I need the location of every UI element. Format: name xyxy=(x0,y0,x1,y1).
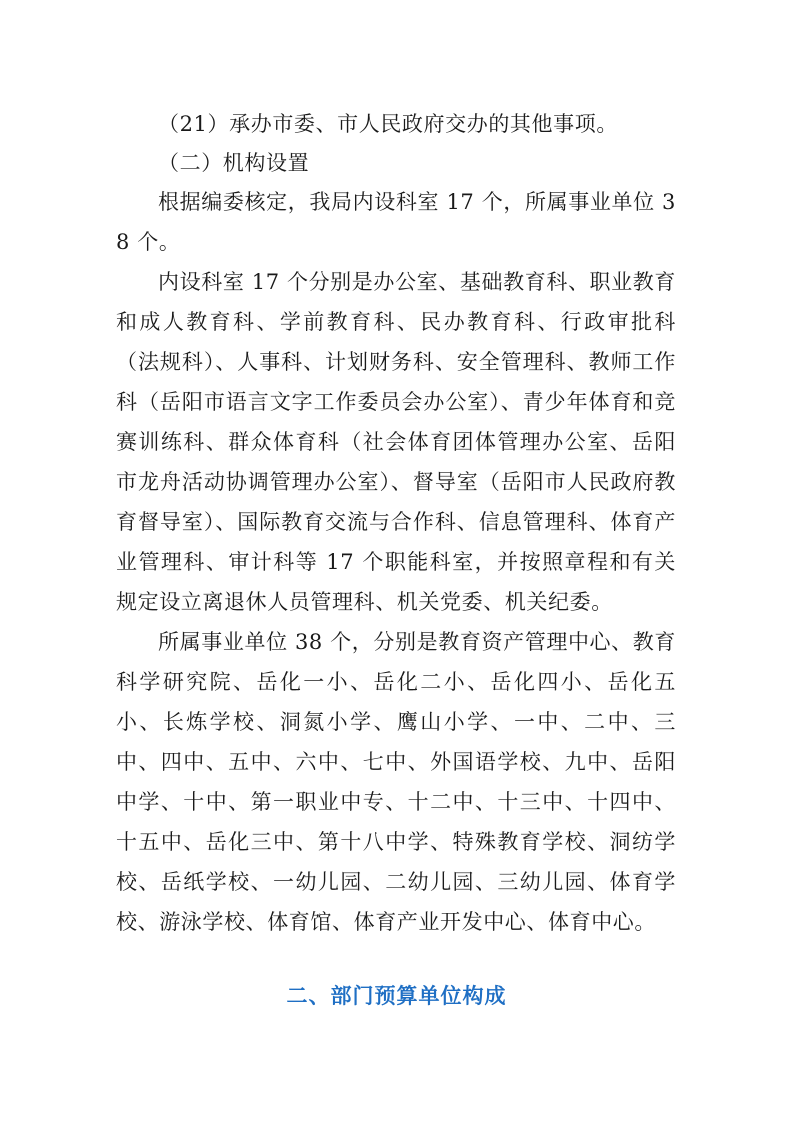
item-21-text: （21）承办市委、市人民政府交办的其他事项。 xyxy=(158,112,618,136)
section-heading-budget-units: 二、部门预算单位构成 xyxy=(286,984,507,1008)
section-org-title: （二）机构设置 xyxy=(158,151,310,175)
paragraph-staffing: 根据编委核定，我局内设科室 17 个，所属事业单位 38 个。 xyxy=(116,190,676,254)
paragraph-affiliated-units: 所属事业单位 38 个，分别是教育资产管理中心、教育科学研究院、岳化一小、岳化二小、岳化四小、岳化五小、长炼学校、洞氮小学、鹰山小学、一中、二中、三中、四中、五中、六中、七中、外国语学校、九中、岳阳中学、十中、第一职业中专、十二中、十三中、十四中、十五中、岳化三中、第十八中学、特殊教育学校、洞纺学校、岳纸学校、一幼儿园、二幼儿园、三幼儿园、体育学校、游泳学校、体育馆、体育产业开发中心、体育中心。 xyxy=(116,630,676,934)
paragraph-internal-offices: 内设科室 17 个分别是办公室、基础教育科、职业教育和成人教育科、学前教育科、民办教育科、行政审批科（法规科）、人事科、计划财务科、安全管理科、教师工作科（岳阳市语言文字工作委员会办公室）、青少年体育和竞赛训练科、群众体育科（社会体育团体管理办公室、岳阳市龙舟活动协调管理办公室）、督导室（岳阳市人民政府教育督导室）、国际教育交流与合作科、信息管理科、体育产业管理科、审计科等 17 个职能科室，并按照章程和有关规定设立离退休人员管理科、机关党委、机关纪委。 xyxy=(116,270,676,614)
